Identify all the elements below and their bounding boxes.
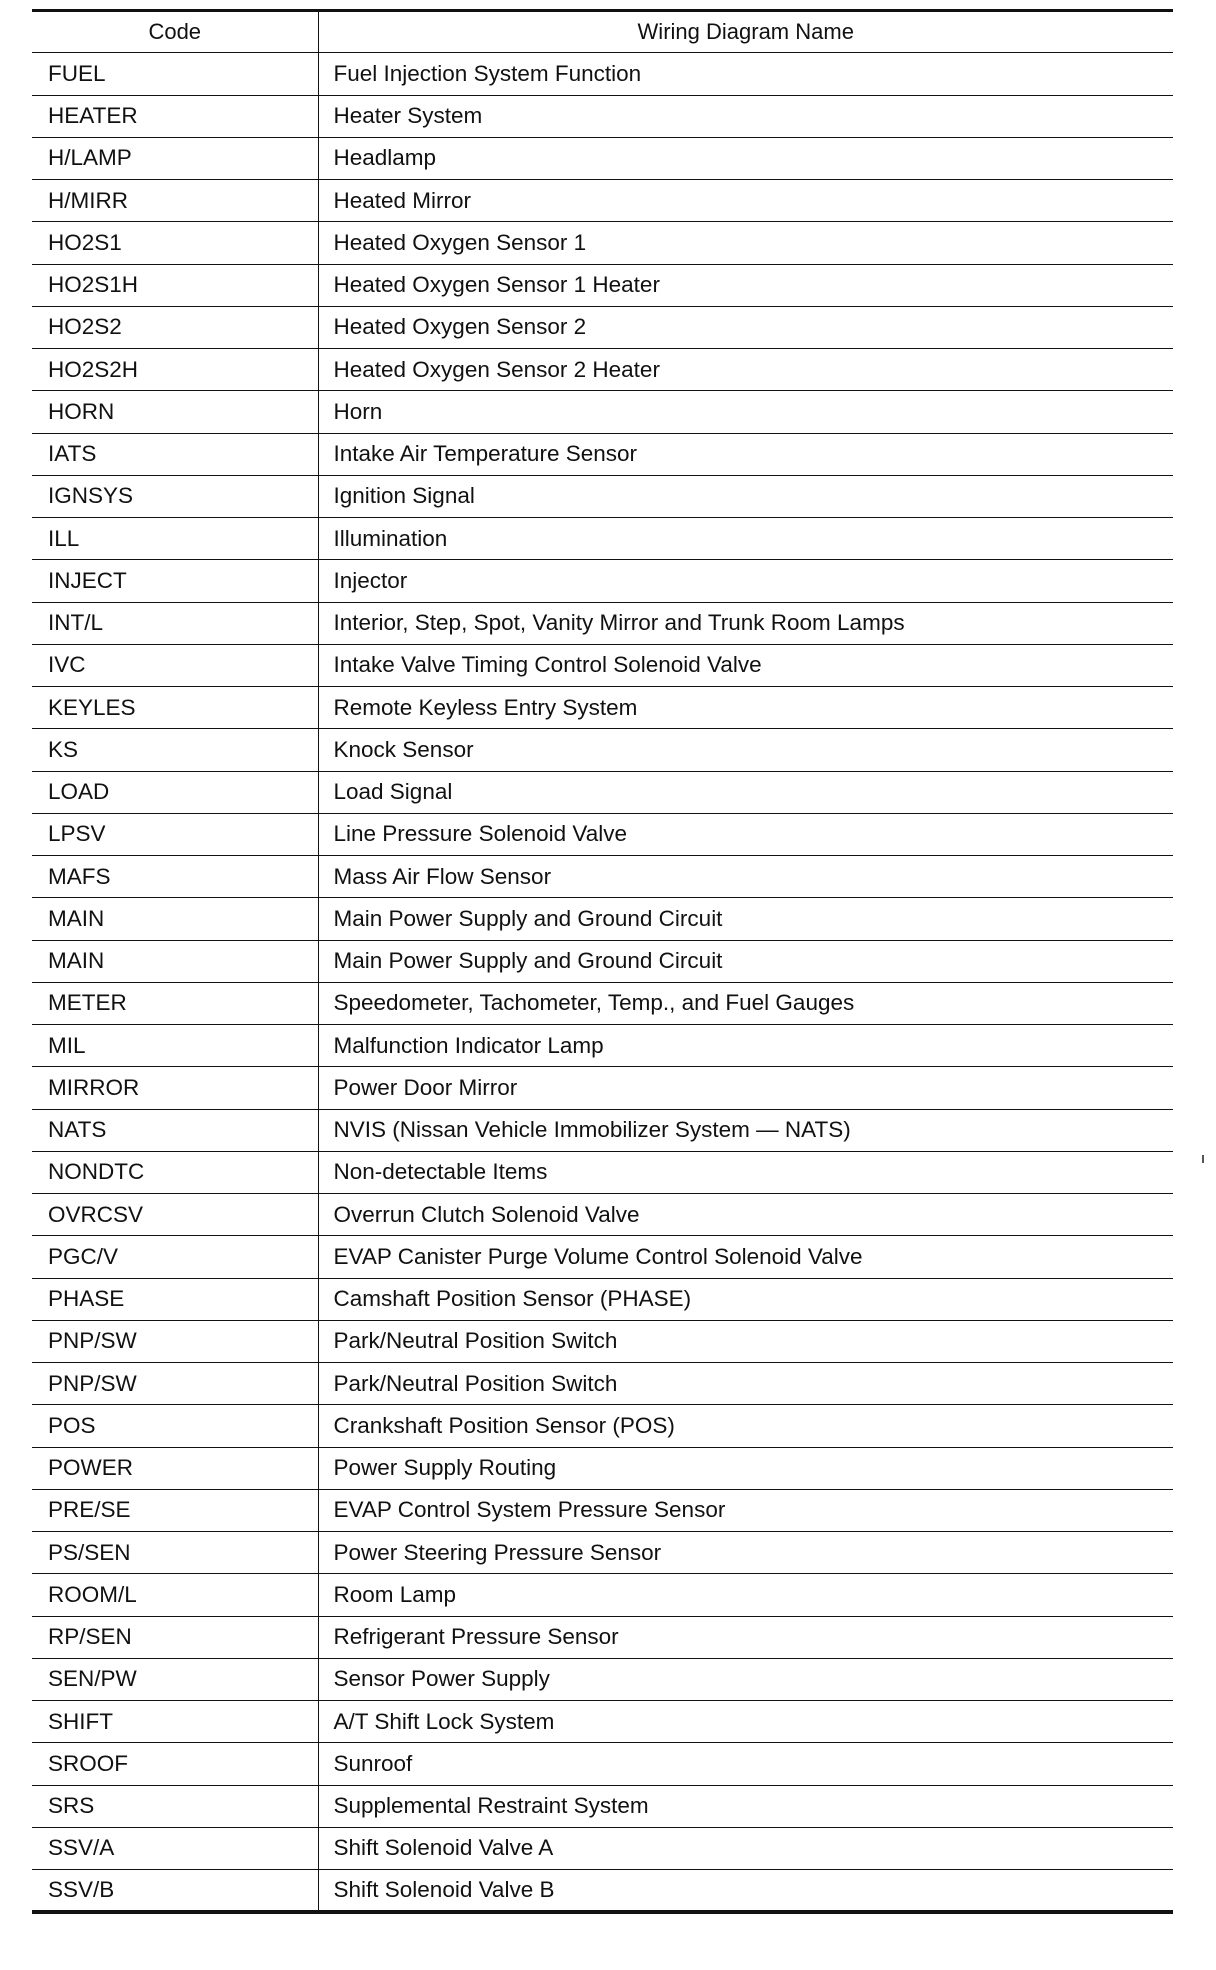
code-cell: MAIN: [32, 898, 318, 940]
table-row: [32, 729, 1173, 771]
code-cell: NATS: [32, 1109, 318, 1151]
code-column-header: Code: [32, 11, 318, 53]
diagram-name-cell: Malfunction Indicator Lamp: [318, 1025, 1173, 1067]
diagram-name-cell: Main Power Supply and Ground Circuit: [318, 940, 1173, 982]
code-cell: PRE/SE: [32, 1489, 318, 1531]
table-row: [32, 391, 1173, 433]
table-row: [32, 1532, 1173, 1574]
table-row: [32, 1785, 1173, 1827]
code-cell: RP/SEN: [32, 1616, 318, 1658]
table-row: [32, 433, 1173, 475]
code-cell: POS: [32, 1405, 318, 1447]
code-cell: IATS: [32, 433, 318, 475]
diagram-name-cell: Intake Air Temperature Sensor: [318, 433, 1173, 475]
diagram-name-cell: Heated Oxygen Sensor 2 Heater: [318, 349, 1173, 391]
code-cell: HO2S2H: [32, 349, 318, 391]
code-cell: SEN/PW: [32, 1658, 318, 1700]
name-column-header: Wiring Diagram Name: [318, 11, 1173, 53]
diagram-name-cell: Interior, Step, Spot, Vanity Mirror and Trunk Room Lamps: [318, 602, 1173, 644]
diagram-name-cell: Heater System: [318, 95, 1173, 137]
code-cell: LOAD: [32, 771, 318, 813]
diagram-name-cell: Ignition Signal: [318, 475, 1173, 517]
diagram-name-cell: Park/Neutral Position Switch: [318, 1363, 1173, 1405]
diagram-name-cell: Sunroof: [318, 1743, 1173, 1785]
code-cell: MIL: [32, 1025, 318, 1067]
code-cell: KS: [32, 729, 318, 771]
code-cell: MIRROR: [32, 1067, 318, 1109]
table-row: [32, 856, 1173, 898]
diagram-name-cell: EVAP Control System Pressure Sensor: [318, 1489, 1173, 1531]
code-cell: SHIFT: [32, 1701, 318, 1743]
table-row: [32, 1109, 1173, 1151]
code-cell: SSV/B: [32, 1870, 318, 1912]
code-cell: POWER: [32, 1447, 318, 1489]
table-row: [32, 1701, 1173, 1743]
code-cell: PHASE: [32, 1278, 318, 1320]
code-cell: H/LAMP: [32, 137, 318, 179]
diagram-name-cell: Power Steering Pressure Sensor: [318, 1532, 1173, 1574]
table-row: [32, 1067, 1173, 1109]
table-row: [32, 1870, 1173, 1912]
code-cell: ILL: [32, 518, 318, 560]
table-row: [32, 137, 1173, 179]
diagram-name-cell: Main Power Supply and Ground Circuit: [318, 898, 1173, 940]
table-row: [32, 898, 1173, 940]
table-row: [32, 518, 1173, 560]
diagram-name-cell: Load Signal: [318, 771, 1173, 813]
diagram-name-cell: Supplemental Restraint System: [318, 1785, 1173, 1827]
diagram-name-cell: Camshaft Position Sensor (PHASE): [318, 1278, 1173, 1320]
table-row: [32, 687, 1173, 729]
table-row: [32, 475, 1173, 517]
diagram-name-cell: Illumination: [318, 518, 1173, 560]
table-row: [32, 1447, 1173, 1489]
diagram-name-cell: Shift Solenoid Valve A: [318, 1827, 1173, 1869]
table-row: [32, 1320, 1173, 1362]
table-row: [32, 1363, 1173, 1405]
table-row: [32, 1236, 1173, 1278]
table-header-row: [32, 11, 1173, 53]
diagram-name-cell: Shift Solenoid Valve B: [318, 1870, 1173, 1912]
code-cell: KEYLES: [32, 687, 318, 729]
diagram-name-cell: Line Pressure Solenoid Valve: [318, 813, 1173, 855]
diagram-name-cell: Remote Keyless Entry System: [318, 687, 1173, 729]
table-row: [32, 602, 1173, 644]
table-row: [32, 1278, 1173, 1320]
code-cell: HO2S1H: [32, 264, 318, 306]
code-cell: SRS: [32, 1785, 318, 1827]
code-cell: LPSV: [32, 813, 318, 855]
table-row: [32, 222, 1173, 264]
table-row: [32, 95, 1173, 137]
code-cell: OVRCSV: [32, 1194, 318, 1236]
diagram-name-cell: Intake Valve Timing Control Solenoid Valve: [318, 644, 1173, 686]
table-row: [32, 180, 1173, 222]
table-row: [32, 1743, 1173, 1785]
code-cell: HO2S1: [32, 222, 318, 264]
diagram-name-cell: Power Supply Routing: [318, 1447, 1173, 1489]
code-cell: NONDTC: [32, 1151, 318, 1193]
code-cell: PGC/V: [32, 1236, 318, 1278]
diagram-name-cell: Heated Oxygen Sensor 2: [318, 306, 1173, 348]
table-row: [32, 982, 1173, 1024]
code-cell: HORN: [32, 391, 318, 433]
code-cell: SROOF: [32, 1743, 318, 1785]
table-row: [32, 1489, 1173, 1531]
table-row: [32, 349, 1173, 391]
table-row: [32, 644, 1173, 686]
code-cell: PNP/SW: [32, 1363, 318, 1405]
code-cell: H/MIRR: [32, 180, 318, 222]
code-cell: FUEL: [32, 53, 318, 95]
table-row: [32, 1827, 1173, 1869]
table-row: [32, 1194, 1173, 1236]
diagram-name-cell: A/T Shift Lock System: [318, 1701, 1173, 1743]
diagram-name-cell: Fuel Injection System Function: [318, 53, 1173, 95]
diagram-name-cell: Non-detectable Items: [318, 1151, 1173, 1193]
diagram-name-cell: Horn: [318, 391, 1173, 433]
diagram-name-cell: Room Lamp: [318, 1574, 1173, 1616]
table-row: [32, 940, 1173, 982]
diagram-name-cell: Power Door Mirror: [318, 1067, 1173, 1109]
diagram-name-cell: Refrigerant Pressure Sensor: [318, 1616, 1173, 1658]
code-cell: IVC: [32, 644, 318, 686]
code-cell: METER: [32, 982, 318, 1024]
page-edge-mark: [1202, 1155, 1204, 1163]
table-row: [32, 264, 1173, 306]
diagram-name-cell: Overrun Clutch Solenoid Valve: [318, 1194, 1173, 1236]
table-row: [32, 53, 1173, 95]
code-cell: HO2S2: [32, 306, 318, 348]
diagram-name-cell: Heated Oxygen Sensor 1 Heater: [318, 264, 1173, 306]
diagram-name-cell: EVAP Canister Purge Volume Control Solenoid Valve: [318, 1236, 1173, 1278]
table-row: [32, 560, 1173, 602]
table-row: [32, 306, 1173, 348]
code-cell: IGNSYS: [32, 475, 318, 517]
wiring-diagram-table: [32, 9, 1173, 1914]
diagram-name-cell: NVIS (Nissan Vehicle Immobilizer System — NATS): [318, 1109, 1173, 1151]
diagram-name-cell: Headlamp: [318, 137, 1173, 179]
diagram-name-cell: Mass Air Flow Sensor: [318, 856, 1173, 898]
table-row: [32, 1574, 1173, 1616]
diagram-name-cell: Crankshaft Position Sensor (POS): [318, 1405, 1173, 1447]
table-row: [32, 1616, 1173, 1658]
code-cell: INT/L: [32, 602, 318, 644]
code-cell: PS/SEN: [32, 1532, 318, 1574]
code-cell: SSV/A: [32, 1827, 318, 1869]
table-row: [32, 1025, 1173, 1067]
diagram-name-cell: Heated Oxygen Sensor 1: [318, 222, 1173, 264]
table-row: [32, 1658, 1173, 1700]
diagram-name-cell: Sensor Power Supply: [318, 1658, 1173, 1700]
table-row: [32, 1405, 1173, 1447]
diagram-name-cell: Heated Mirror: [318, 180, 1173, 222]
diagram-name-cell: Injector: [318, 560, 1173, 602]
table-body: [32, 53, 1173, 1912]
diagram-name-cell: Speedometer, Tachometer, Temp., and Fuel Gauges: [318, 982, 1173, 1024]
code-cell: HEATER: [32, 95, 318, 137]
table-row: [32, 1151, 1173, 1193]
code-cell: MAIN: [32, 940, 318, 982]
code-cell: ROOM/L: [32, 1574, 318, 1616]
table-row: [32, 813, 1173, 855]
table-row: [32, 771, 1173, 813]
diagram-name-cell: Park/Neutral Position Switch: [318, 1320, 1173, 1362]
code-cell: PNP/SW: [32, 1320, 318, 1362]
code-cell: MAFS: [32, 856, 318, 898]
diagram-name-cell: Knock Sensor: [318, 729, 1173, 771]
code-cell: INJECT: [32, 560, 318, 602]
